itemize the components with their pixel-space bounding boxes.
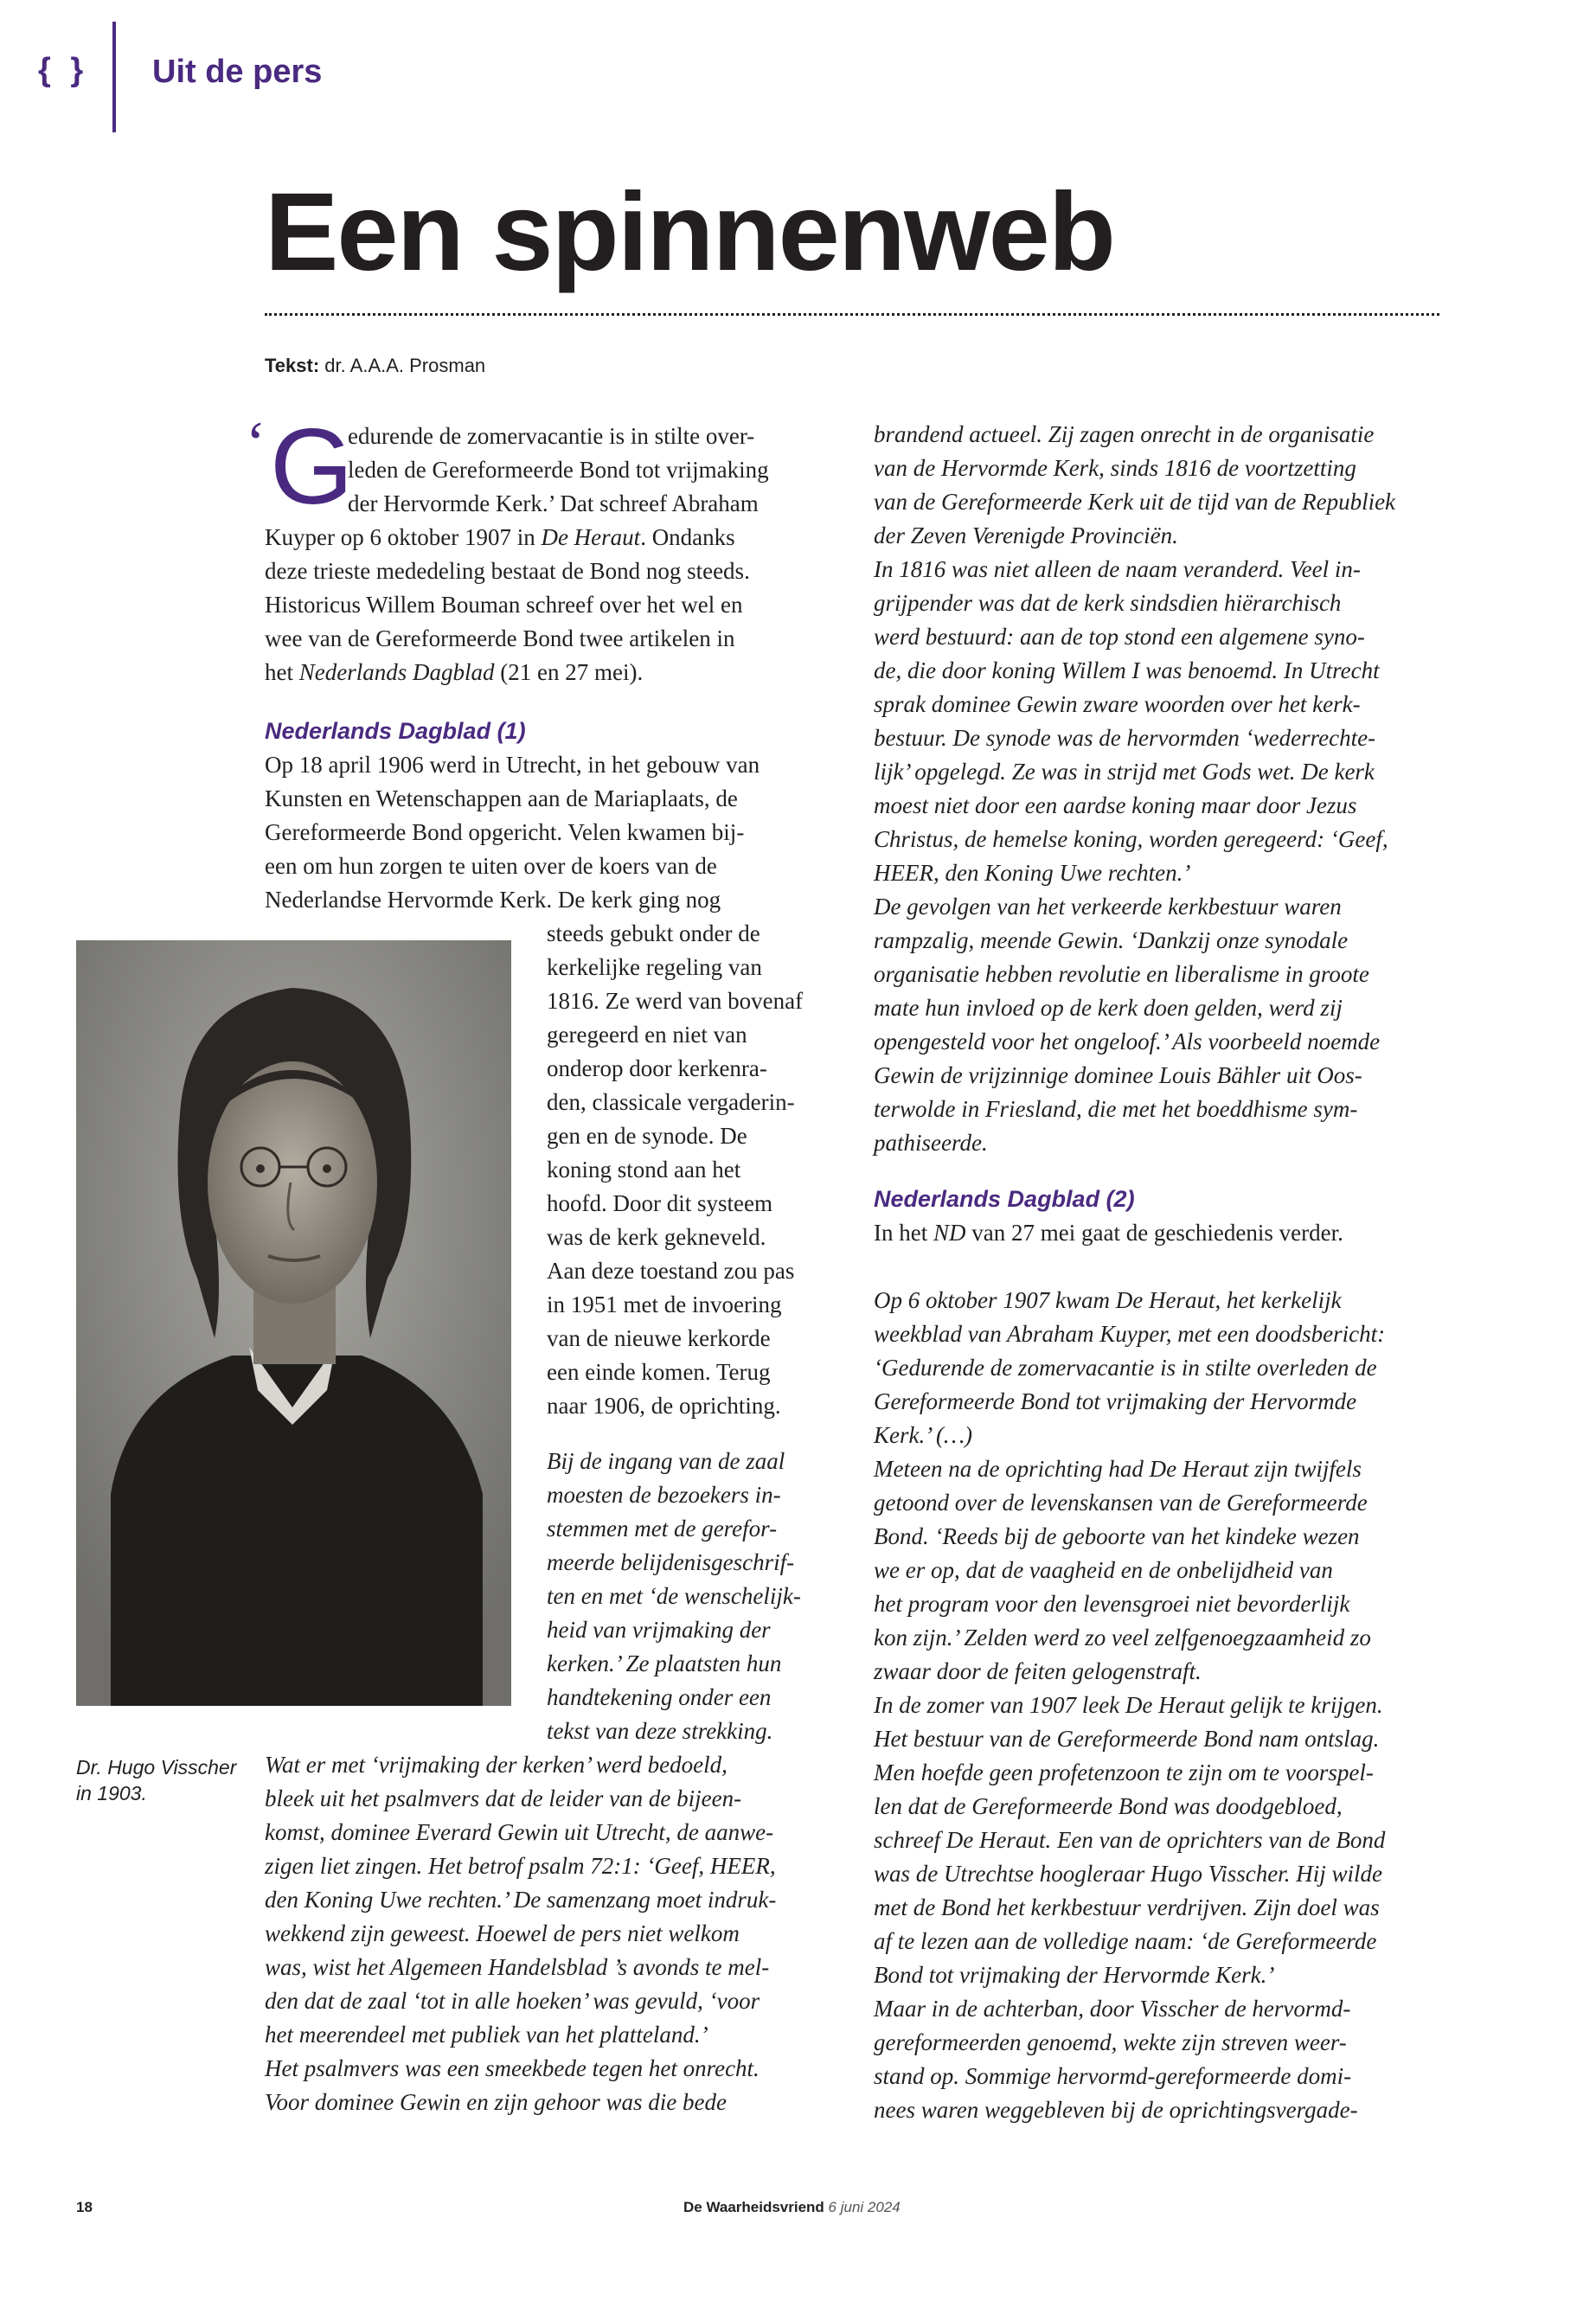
quote-line: de, die door koning Willem I was benoemd. In Utrecht bbox=[874, 657, 1380, 683]
quote-line: grijpender was dat de kerk sindsdien hiërarchisch bbox=[874, 590, 1342, 616]
issue-date: 6 juni 2024 bbox=[828, 2199, 901, 2215]
col2-nd-intro bbox=[874, 1216, 1479, 1250]
quote-line: meerde belijdenisgeschrif- bbox=[547, 1549, 795, 1575]
text-line: naar 1906, de oprichting. bbox=[547, 1393, 781, 1419]
quote-line: we er op, dat de vaagheid en de onbelijdheid van bbox=[874, 1557, 1333, 1583]
quote-line: lijk’ opgelegd. Ze was in strijd met Gods wet. De kerk bbox=[874, 759, 1375, 785]
text-line: Kunsten en Wetenschappen aan de Mariaplaats, de bbox=[265, 785, 738, 811]
text-line: Op 18 april 1906 werd in Utrecht, in het gebouw van bbox=[265, 752, 760, 778]
quote-line: werd bestuurd: aan de top stond een algemene syno- bbox=[874, 624, 1365, 650]
text-line: 1816. Ze werd van bovenaf bbox=[547, 988, 804, 1014]
col1-paragraph-b bbox=[547, 917, 858, 1423]
quote-line: mate hun invloed op de kerk doen gelden, werd zij bbox=[874, 995, 1343, 1021]
intro-line: Historicus Willem Bouman schreef over het wel en bbox=[265, 592, 743, 618]
photo-caption bbox=[76, 1754, 249, 1806]
quote-line: den dat de zaal ‘tot in alle hoeken’ was gevuld, ‘voor bbox=[265, 1988, 760, 2014]
byline-label: Tekst: bbox=[265, 355, 320, 376]
subheading-nd-1: Nederlands Dagblad (1) bbox=[265, 718, 526, 744]
intro-paragraph bbox=[265, 521, 862, 689]
quote-line: weekblad van Abraham Kuyper, met een doodsbericht: bbox=[874, 1321, 1386, 1347]
quote-line: zigen liet zingen. Het betrof psalm 72:1: ‘Geef, HEER, bbox=[265, 1853, 776, 1879]
quote-line: moesten de bezoekers in- bbox=[547, 1482, 781, 1508]
quote-line: stemmen met de gerefor- bbox=[547, 1516, 778, 1541]
byline-author: dr. A.A.A. Prosman bbox=[324, 355, 486, 376]
quote-line: zwaar door de feiten gelogenstraft. bbox=[874, 1658, 1202, 1684]
intro-line: der Hervormde Kerk.’ Dat schreef Abraham bbox=[348, 490, 759, 516]
subheading-nd-2: Nederlands Dagblad (2) bbox=[874, 1186, 1135, 1212]
text-line: Aan deze toestand zou pas bbox=[547, 1258, 795, 1284]
text-line: geregeerd en niet van bbox=[547, 1022, 747, 1048]
quote-line: Maar in de achterban, door Visscher de hervormd- bbox=[874, 1996, 1351, 2022]
intro-line: het Nederlands Dagblad (21 en 27 mei). bbox=[265, 659, 644, 685]
col1-quote-narrow bbox=[547, 1445, 858, 1748]
quote-line: van de Hervormde Kerk, sinds 1816 de voortzetting bbox=[874, 455, 1356, 481]
quote-line: rampzalig, meende Gewin. ‘Dankzij onze synodale bbox=[874, 927, 1349, 953]
magazine-name: De Waarheidsvriend bbox=[683, 2199, 824, 2215]
text-line: was de kerk gekneveld. bbox=[547, 1224, 766, 1250]
quote-line: In 1816 was niet alleen de naam veranderd. Veel in- bbox=[874, 556, 1361, 582]
col2-quote-a bbox=[874, 418, 1479, 1160]
text-line: een einde komen. Terug bbox=[547, 1359, 771, 1385]
text-line: onderop door kerkenra- bbox=[547, 1055, 767, 1081]
quote-line: Gereformeerde Bond tot vrijmaking der Hervormde bbox=[874, 1388, 1357, 1414]
quote-line: Het psalmvers was een smeekbede tegen het onrecht. bbox=[265, 2055, 760, 2081]
quote-line: getoond over de levenskansen van de Gereformeerde bbox=[874, 1490, 1368, 1516]
quote-line: Wat er met ‘vrijmaking der kerken’ werd bedoeld, bbox=[265, 1752, 727, 1778]
quote-line: opengesteld voor het ongeloof.’ Als voorbeeld noemde bbox=[874, 1029, 1381, 1054]
byline bbox=[265, 355, 485, 377]
quote-line: van de Gereformeerde Kerk uit de tijd van de Republiek bbox=[874, 489, 1396, 515]
caption-line: Dr. Hugo Visscher bbox=[76, 1756, 237, 1779]
quote-line: moest niet door een aardse koning maar door Jezus bbox=[874, 792, 1357, 818]
text-line: In het ND van 27 mei gaat de geschiedenis verder. bbox=[874, 1220, 1343, 1246]
title-dotted-rule bbox=[265, 313, 1439, 316]
quote-line: het meerendeel met publiek van het platteland.’ bbox=[265, 2022, 708, 2048]
quote-line: Men hoefde geen profetenzoon te zijn om te voorspel- bbox=[874, 1759, 1374, 1785]
quote-line: HEER, den Koning Uwe rechten.’ bbox=[874, 860, 1191, 886]
quote-line: gereformeerden genoemd, wekte zijn streven weer- bbox=[874, 2029, 1347, 2055]
quote-line: af te lezen aan de volledige naam: ‘de Gereformeerde bbox=[874, 1928, 1377, 1954]
intro-line: leden de Gereformeerde Bond tot vrijmaking bbox=[348, 457, 769, 483]
quote-line: tekst van deze strekking. bbox=[547, 1718, 773, 1744]
text-line: kerkelijke regeling van bbox=[547, 954, 762, 980]
quote-line: handtekening onder een bbox=[547, 1684, 772, 1710]
page-number: 18 bbox=[76, 2199, 93, 2215]
intro-line: deze trieste mededeling bestaat de Bond nog steeds. bbox=[265, 558, 750, 584]
quote-line: In de zomer van 1907 leek De Heraut gelijk te krijgen. bbox=[874, 1692, 1383, 1718]
quote-line: Bond. ‘Reeds bij de geboorte van het kindeke wezen bbox=[874, 1523, 1360, 1549]
text-line: in 1951 met de invoering bbox=[547, 1292, 782, 1317]
quote-line: komst, dominee Everard Gewin uit Utrecht, de aanwe- bbox=[265, 1819, 774, 1845]
quote-line: heid van vrijmaking der bbox=[547, 1617, 771, 1643]
quote-line: brandend actueel. Zij zagen onrecht in de organisatie bbox=[874, 421, 1375, 447]
quote-line: bestuur. De synode was de hervormden ‘wederrechte- bbox=[874, 725, 1376, 751]
quote-line: met de Bond het kerkbestuur verdrijven. Zijn doel was bbox=[874, 1894, 1380, 1920]
footer-magazine bbox=[683, 2199, 901, 2216]
article-title: Een spinnenweb bbox=[265, 170, 1114, 294]
text-line: Gereformeerde Bond opgericht. Velen kwamen bij- bbox=[265, 819, 745, 845]
quote-line: ten en met ‘de wenschelijk- bbox=[547, 1583, 801, 1609]
quote-line: wekkend zijn geweest. Hoewel de pers niet welkom bbox=[265, 1920, 740, 1946]
text-line: van de nieuwe kerkorde bbox=[547, 1325, 771, 1351]
dropcap-quote: ‘ bbox=[246, 410, 266, 477]
quote-line: Meteen na de oprichting had De Heraut zijn twijfels bbox=[874, 1456, 1362, 1482]
quote-line: het program voor den levensgroei niet bevorderlijk bbox=[874, 1591, 1350, 1617]
quote-line: Kerk.’ (…) bbox=[874, 1422, 972, 1448]
header-divider bbox=[112, 22, 116, 132]
quote-line: ‘Gedurende de zomervacantie is in stilte overleden de bbox=[874, 1355, 1377, 1381]
quote-line: sprak dominee Gewin zware woorden over het kerk- bbox=[874, 691, 1361, 717]
text-line: koning stond aan het bbox=[547, 1157, 741, 1183]
quote-line: bleek uit het psalmvers dat de leider van de bijeen- bbox=[265, 1785, 742, 1811]
quote-line: Bond tot vrijmaking der Hervormde Kerk.’ bbox=[874, 1962, 1275, 1988]
text-line: Nederlandse Hervormde Kerk. De kerk ging nog bbox=[265, 887, 721, 913]
portrait-illustration bbox=[76, 940, 511, 1706]
col1-quote-wide bbox=[265, 1748, 870, 2119]
quote-line: Op 6 oktober 1907 kwam De Heraut, het kerkelijk bbox=[874, 1287, 1342, 1313]
section-label: Uit de pers bbox=[152, 54, 323, 90]
caption-line: in 1903. bbox=[76, 1782, 147, 1804]
quote-line: terwolde in Friesland, die met het boeddhisme sym- bbox=[874, 1096, 1358, 1122]
quote-line: organisatie hebben revolutie en liberalisme in groote bbox=[874, 961, 1369, 987]
quote-line: Gewin de vrijzinnige dominee Louis Bähler uit Oos- bbox=[874, 1062, 1362, 1088]
quote-line: nees waren weggebleven bij de oprichtingsvergade- bbox=[874, 2097, 1358, 2123]
brace-icon: { } bbox=[38, 52, 89, 88]
quote-line: len dat de Gereformeerde Bond was doodgebloed, bbox=[874, 1793, 1343, 1819]
intro-line: Kuyper op 6 oktober 1907 in De Heraut. Ondanks bbox=[265, 524, 735, 550]
quote-line: Bij de ingang van de zaal bbox=[547, 1448, 785, 1474]
quote-line: kerken.’ Ze plaatsten hun bbox=[547, 1650, 782, 1676]
col1-paragraph-a bbox=[265, 748, 862, 917]
quote-line: den Koning Uwe rechten.’ De samenzang moet indruk- bbox=[265, 1887, 777, 1913]
quote-line: De gevolgen van het verkeerde kerkbestuur waren bbox=[874, 894, 1342, 920]
text-line: den, classicale vergaderin- bbox=[547, 1089, 795, 1115]
intro-line: wee van de Gereformeerde Bond twee artikelen in bbox=[265, 625, 735, 651]
quote-line: stand op. Sommige hervormd-gereformeerde domi- bbox=[874, 2063, 1352, 2089]
col2-quote-b bbox=[874, 1284, 1479, 2127]
text-line: gen en de synode. De bbox=[547, 1123, 747, 1149]
quote-line: der Zeven Verenigde Provinciën. bbox=[874, 522, 1178, 548]
quote-line: Voor dominee Gewin en zijn gehoor was die bede bbox=[265, 2089, 727, 2115]
text-line: hoofd. Door dit systeem bbox=[547, 1190, 772, 1216]
quote-line: was de Utrechtse hoogleraar Hugo Visscher. Hij wilde bbox=[874, 1861, 1382, 1887]
text-line: steeds gebukt onder de bbox=[547, 920, 760, 946]
quote-line: schreef De Heraut. Een van de oprichters van de Bond bbox=[874, 1827, 1386, 1853]
intro-line: edurende de zomervacantie is in stilte over- bbox=[348, 423, 755, 449]
quote-line: pathiseerde. bbox=[874, 1130, 988, 1156]
quote-line: Christus, de hemelse koning, worden geregeerd: ‘Geef, bbox=[874, 826, 1388, 852]
quote-line: kon zijn.’ Zelden werd zo veel zelfgenoegzaamheid zo bbox=[874, 1625, 1371, 1650]
quote-line: Het bestuur van de Gereformeerde Bond nam ontslag. bbox=[874, 1726, 1380, 1752]
dropcap-letter: G bbox=[270, 407, 354, 527]
intro-dropcap-lines bbox=[348, 420, 849, 521]
portrait-photo bbox=[76, 940, 511, 1706]
text-line: een om hun zorgen te uiten over de koers van de bbox=[265, 853, 717, 879]
quote-line: was, wist het Algemeen Handelsblad ’s avonds te mel- bbox=[265, 1954, 770, 1980]
